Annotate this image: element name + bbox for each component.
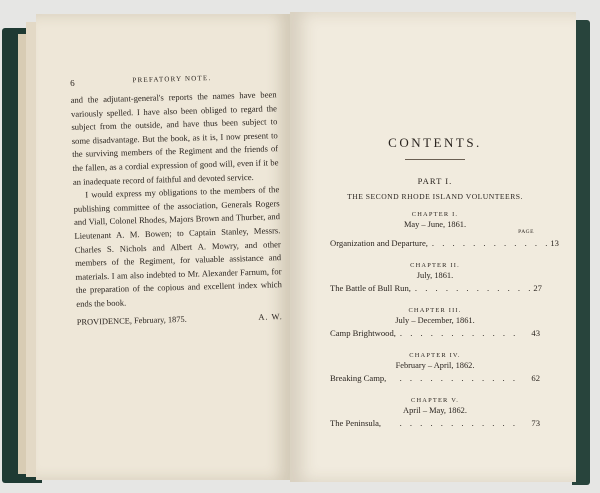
contents xyxy=(330,135,559,428)
toc-entry[interactable] xyxy=(330,238,559,248)
toc-entry[interactable] xyxy=(330,328,540,338)
chapter-label: CHAPTER I. xyxy=(411,211,459,218)
entry-page: 13 xyxy=(550,238,559,248)
chapter-1 xyxy=(330,211,559,248)
entry-title: The Peninsula, xyxy=(330,418,382,428)
chapter-label: CHAPTER III. xyxy=(408,307,462,314)
chapter-label: CHAPTER II. xyxy=(410,262,460,269)
leader-dots: . . . . . . . . . . . . xyxy=(399,418,518,428)
paragraph-2: I would express my obligations to the members of the publishing committee of the association, Generals Rogers and Viall, Colonel Rhodes, Majors Brown and Thurber, and Lieutenant A. M. Bowen; to Captain Stanley, Messrs. Charles S. Nichols and Albert A. Mowry, and other members of the Regiment, for valuable assistance and materials. I am also indebted to Mr. Alexander Farnum, for the preparation of the copious and excellent index which ends the book. xyxy=(73,184,282,309)
toc-entry[interactable] xyxy=(330,283,540,293)
part-heading: PART I. xyxy=(417,176,453,186)
chapter-label: CHAPTER IV. xyxy=(409,352,461,359)
chapter-dates: July – December, 1861. xyxy=(395,316,475,325)
entry-page: 73 xyxy=(531,418,540,428)
chapter-label: CHAPTER V. xyxy=(411,397,459,404)
leader-dots: . . . . . . . . . . . . xyxy=(414,283,534,293)
page-column-label: PAGE xyxy=(518,229,534,235)
chapter-dates: May – June, 1861. xyxy=(403,220,467,229)
part-subtitle: THE SECOND RHODE ISLAND VOLUNTEERS. xyxy=(347,192,523,201)
entry-page: 62 xyxy=(531,373,540,383)
running-head: PREFATORY NOTE. xyxy=(132,74,212,85)
chapter-dates: April – May, 1862. xyxy=(403,406,467,415)
chapter-3 xyxy=(330,307,540,338)
title-rule xyxy=(405,159,465,160)
toc-entry[interactable] xyxy=(330,373,540,383)
chapter-5 xyxy=(330,397,540,428)
leader-dots: . . . . . . . . . . . . xyxy=(399,373,518,383)
chapter-4 xyxy=(330,352,540,383)
entry-page: 27 xyxy=(533,283,542,293)
entry-title: Organization and Departure, xyxy=(330,238,428,248)
contents-title: CONTENTS. xyxy=(388,135,482,150)
entry-title: Breaking Camp, xyxy=(330,373,387,383)
entry-page: 43 xyxy=(531,328,540,338)
chapter-2 xyxy=(330,262,540,293)
leader-dots: . . . . . . . . . . . . xyxy=(399,328,519,338)
leader-dots: . . . . . . . . . . . . xyxy=(431,238,551,248)
page-number: 6 xyxy=(70,77,76,88)
paragraph-1: and the adjutant-general's reports the names have been variously spelled. I have also been obliged to regard the subject from the outside, and have thus been subject to some disadvantage. But the book, as it is, I now present to the surviving members of the Regiment and the friends of the fallen, as a cordial expression of good will, even if it be an inadequate record of faithful and devoted service. xyxy=(70,89,279,187)
place-date: PROVIDENCE, February, 1875. xyxy=(76,314,187,327)
entry-title: The Battle of Bull Run, xyxy=(330,283,411,293)
chapter-dates: July, 1861. xyxy=(416,271,454,280)
prefatory-note xyxy=(70,72,283,326)
toc-entry[interactable] xyxy=(330,418,540,428)
author-initials: A. W. xyxy=(258,311,283,322)
chapter-dates: February – April, 1862. xyxy=(395,361,475,370)
entry-title: Camp Brightwood, xyxy=(330,328,396,338)
